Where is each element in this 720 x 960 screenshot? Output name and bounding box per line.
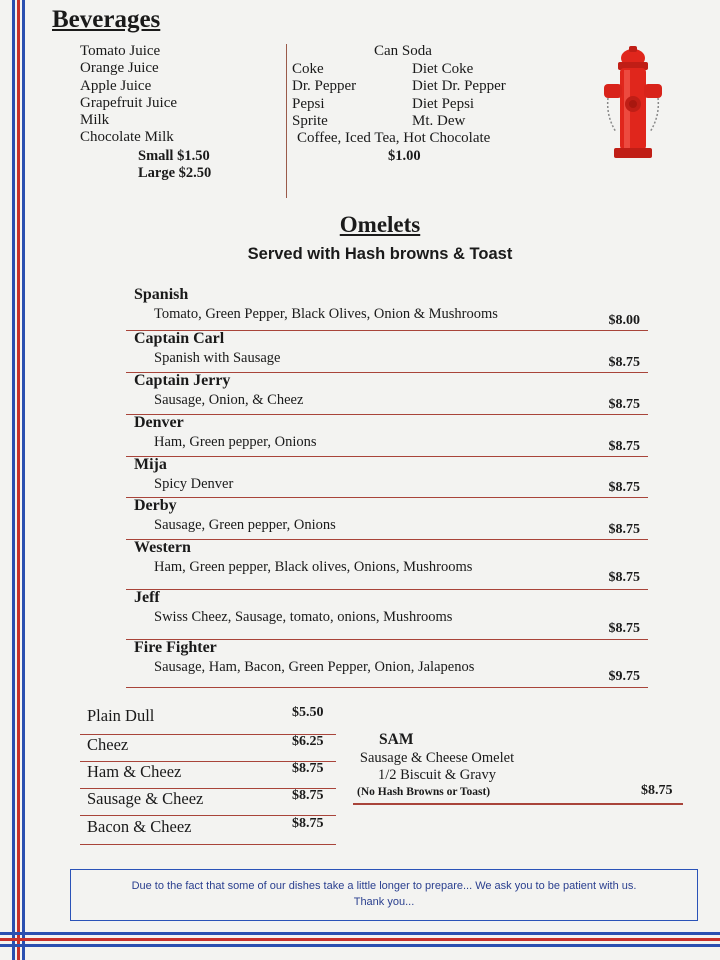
omelet-price: $8.75 — [608, 355, 640, 370]
list-item: Diet Coke — [412, 61, 474, 77]
simple-omelet-price: $8.75 — [292, 816, 324, 831]
list-item: Grapefruit Juice — [80, 94, 178, 111]
simple-omelet-price: $6.25 — [292, 734, 324, 749]
omelet-name: Spanish — [134, 286, 189, 303]
simple-omelet-name: Cheez — [87, 735, 129, 754]
list-item: Coke — [292, 61, 324, 77]
list-item: Apple Juice — [80, 77, 152, 94]
list-item: Tomato Juice — [80, 43, 161, 59]
list-item — [126, 539, 648, 590]
sam-title: SAM — [379, 731, 414, 748]
omelet-description: Sausage, Onion, & Cheez — [154, 392, 304, 408]
simple-omelet-price: $8.75 — [292, 761, 324, 776]
omelet-price: $8.75 — [608, 522, 640, 537]
list-item — [126, 414, 648, 457]
border-bottom-blue-top — [0, 932, 720, 935]
omelets-subtitle: Served with Hash browns & Toast — [247, 245, 513, 263]
simple-omelet-price: $8.75 — [292, 788, 324, 803]
border-bottom-red — [0, 938, 720, 941]
soda-list-left — [292, 61, 356, 130]
list-item — [80, 704, 336, 735]
omelet-name: Jeff — [134, 589, 160, 606]
notice-line-2: Thank you... — [353, 896, 415, 908]
omelet-description: Ham, Green pepper, Black olives, Onions, Mushrooms — [154, 559, 473, 575]
border-bottom-blue-bottom — [0, 944, 720, 947]
omelets-title: Omelets — [339, 212, 421, 237]
omelet-price: $8.75 — [608, 439, 640, 454]
omelet-description: Spanish with Sausage — [154, 350, 281, 366]
omelet-description: Tomato, Green Pepper, Black Olives, Onion & Mushrooms — [154, 306, 498, 322]
omelet-name: Derby — [134, 497, 177, 514]
omelet-price: $8.75 — [608, 570, 640, 585]
patience-notice — [70, 869, 698, 921]
notice-line-1: Due to the fact that some of our dishes take a little longer to prepare... We ask you to be patient with us. — [131, 880, 637, 892]
can-soda-heading: Can Soda — [374, 43, 432, 59]
omelet-name: Western — [134, 539, 191, 556]
sam-note: (No Hash Browns or Toast) — [357, 786, 491, 798]
omelet-name: Captain Jerry — [134, 372, 231, 389]
sam-line-1: Sausage & Cheese Omelet — [359, 750, 515, 766]
list-item — [126, 497, 648, 540]
sam-line-2: 1/2 Biscuit & Gravy — [377, 767, 496, 783]
omelet-description: Spicy Denver — [154, 476, 234, 492]
simple-omelet-name: Bacon & Cheez — [87, 817, 192, 836]
omelet-price: $8.75 — [608, 397, 640, 412]
list-item — [126, 286, 648, 331]
list-item: Mt. Dew — [412, 112, 466, 129]
soda-list-right — [412, 61, 506, 130]
list-item — [126, 372, 648, 415]
list-item — [126, 330, 648, 373]
omelet-name: Denver — [134, 414, 184, 431]
border-left-blue-inner — [22, 0, 25, 960]
list-item — [126, 456, 648, 498]
soda-price: $1.00 — [388, 148, 421, 164]
list-item — [80, 788, 336, 816]
list-item: Dr. Pepper — [292, 78, 357, 95]
beverage-divider — [286, 44, 287, 198]
large-price: Large $2.50 — [138, 165, 212, 181]
list-item: Diet Pepsi — [412, 95, 475, 112]
border-left-blue-outer — [12, 0, 15, 960]
list-item — [80, 761, 336, 789]
omelet-price: $8.75 — [608, 480, 640, 495]
list-item — [126, 639, 648, 688]
simple-omelet-name: Sausage & Cheez — [87, 789, 204, 808]
list-item: Milk — [80, 112, 110, 129]
omelet-name: Fire Fighter — [134, 639, 217, 656]
fire-hydrant-icon — [600, 44, 666, 162]
juice-list — [80, 43, 177, 147]
simple-omelet-name: Ham & Cheez — [87, 762, 182, 781]
omelet-description: Swiss Cheez, Sausage, tomato, onions, Mushrooms — [154, 609, 453, 625]
list-item: Pepsi — [292, 95, 325, 112]
omelet-description: Sausage, Ham, Bacon, Green Pepper, Onion, Jalapenos — [154, 659, 475, 675]
hot-drinks: Coffee, Iced Tea, Hot Chocolate — [297, 130, 491, 146]
omelet-description: Ham, Green pepper, Onions — [154, 434, 317, 450]
list-item: Diet Dr. Pepper — [412, 78, 506, 95]
omelet-name: Captain Carl — [134, 330, 225, 347]
list-item — [80, 734, 336, 762]
simple-omelet-price: $5.50 — [292, 705, 324, 720]
omelet-price: $8.75 — [608, 621, 640, 636]
list-item: Sprite — [292, 112, 328, 129]
list-item — [126, 589, 648, 640]
omelet-name: Mija — [134, 456, 167, 473]
omelet-price: $9.75 — [608, 669, 640, 684]
list-item — [80, 815, 336, 845]
border-left-red — [17, 0, 20, 960]
omelet-price: $8.00 — [608, 313, 640, 328]
beverages-title: Beverages — [52, 6, 161, 33]
small-price: Small $1.50 — [138, 148, 210, 164]
simple-omelet-name: Plain Dull — [87, 706, 155, 725]
sam-rule — [353, 803, 683, 805]
omelet-description: Sausage, Green pepper, Onions — [154, 517, 336, 533]
list-item: Orange Juice — [80, 60, 159, 77]
list-item: Chocolate Milk — [80, 129, 174, 146]
sam-price: $8.75 — [641, 783, 673, 798]
